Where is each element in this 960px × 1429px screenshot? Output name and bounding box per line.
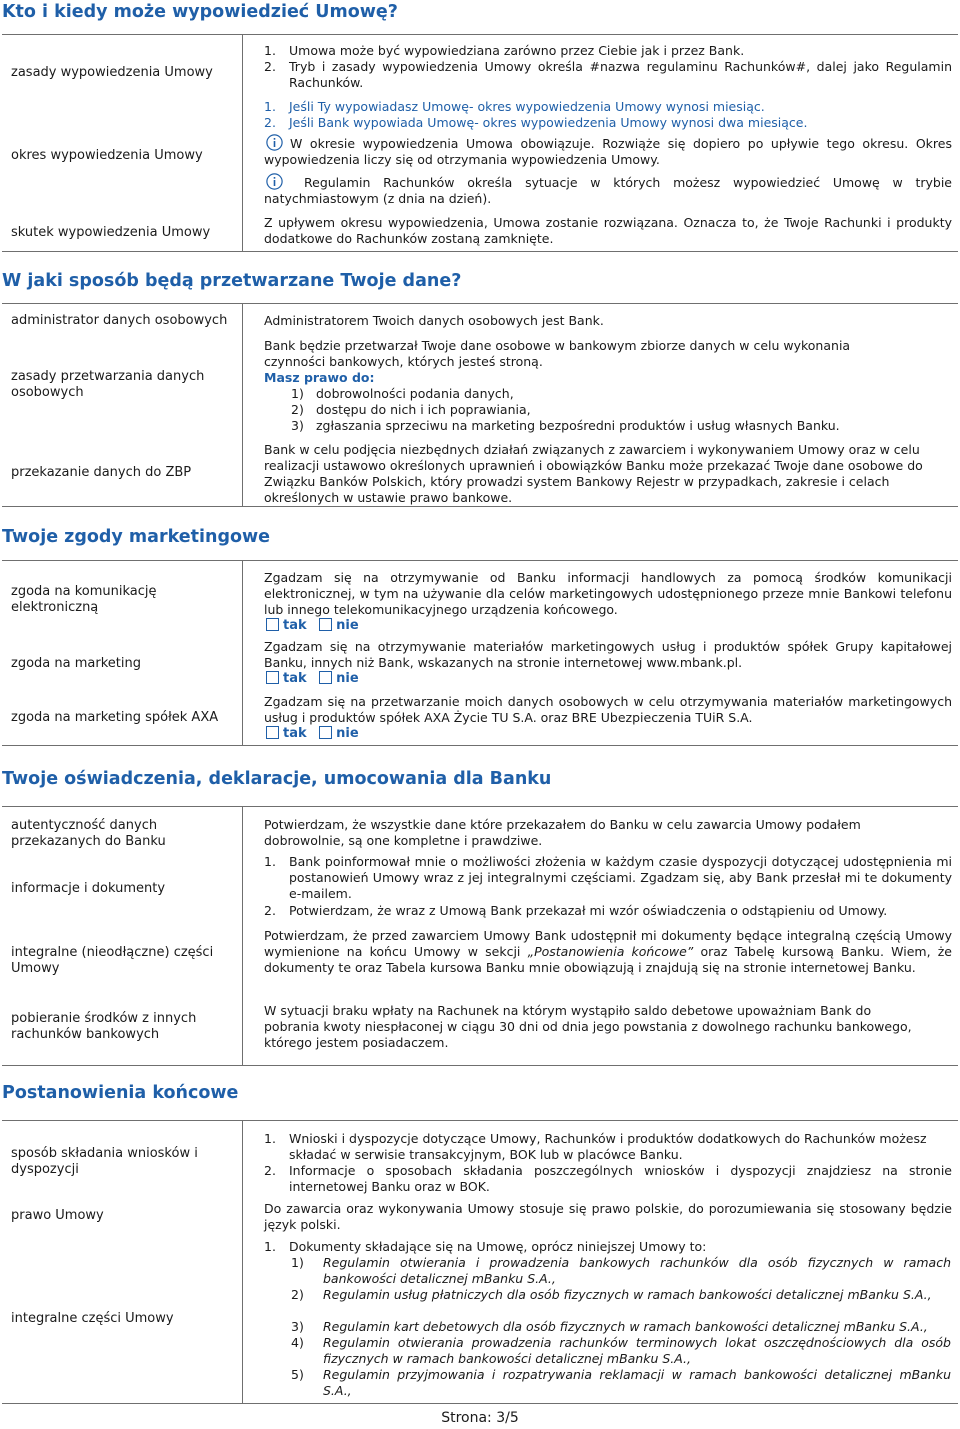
autentycznosc-text: Potwierdzam, że wszystkie dane które przekazałem do Banku w celu zawarcia Umowy podałem dobrowolnie, są one kompletne i prawdziwe. [264, 817, 861, 848]
checkbox-tak[interactable]: tak [266, 726, 307, 741]
label-integralne-czesci: integralne (nieodłączne) części Umowy [11, 945, 214, 976]
integralne-text: Potwierdzam, że przed zawarciem Umowy Bank udostępnił mi dokumenty będące integralną częścią Umowy wymienione na końcu Umowy w sekcji „Postanowienia końcowe” oraz Tabelę kursową Banku. Wiem, że dokumenty te oraz Tabela kursowa Banku mnie obowiązują i znajdują się na stronie internetowej Banku. [264, 928, 952, 975]
list-item: 2. Jeśli Bank wypowiada Umowę- okres wypowiedzenia Umowy wynosi dwa miesiące. [264, 115, 808, 130]
table-zgody [2, 560, 958, 746]
list-item: 2) dostępu do nich i ich poprawiania, [291, 402, 531, 417]
label-pobieranie-srodkow: pobieranie środków z innych rachunków bankowych [11, 1011, 197, 1042]
zgoda-2-text: Zgadzam się na otrzymywanie materiałów marketingowych usług i produktów spółek Grupy kapitałowej Banku, innych niż Bank, wskazanych na stronie internetowej www.mbank.pl. [264, 639, 952, 670]
list-item: 2. Potwierdzam, że wraz z Umową Bank przekazał mi wzór oświadczenia o odstąpieniu od Umowy. [264, 903, 888, 918]
label-skutek-wypowiedzenia: skutek wypowiedzenia Umowy [11, 225, 211, 240]
label-sposob-skladania: sposób składania wniosków i dyspozycji [11, 1146, 198, 1177]
checkbox-icon[interactable] [266, 618, 279, 631]
checkbox-icon[interactable] [266, 671, 279, 684]
pobieranie-text: W sytuacji braku wpłaty na Rachunek na którym wystąpiło saldo debetowe upoważniam Bank do pobrania kwoty niespłaconej w ciągu 30 dni od dnia jego powstania z dowolnego rachunku bankowego, którego jestem posiadaczem. [264, 1003, 912, 1050]
list-item: 2. Tryb i zasady wypowiedzenia Umowy określa #nazwa regulaminu Rachunków#, dalej jako Regulamin Rachunków. [264, 59, 952, 90]
checkbox-nie[interactable]: nie [319, 671, 359, 686]
table-oswiadczenia [2, 806, 958, 1066]
section-title-dane: W jaki sposób będą przetwarzane Twoje dane? [2, 271, 462, 291]
section-title-postanowienia: Postanowienia końcowe [2, 1083, 239, 1103]
checkbox-tak[interactable]: tak [266, 618, 307, 633]
zgoda-1-options [266, 618, 359, 633]
table-dane [2, 303, 958, 507]
checkbox-icon[interactable] [319, 618, 332, 631]
label-przekazanie-zbp: przekazanie danych do ZBP [11, 465, 192, 480]
checkbox-icon[interactable] [319, 726, 332, 739]
list-item: 2. Informacje o sposobach składania poszczególnych wniosków i dyspozycji znajdziesz na stronie internetowej Banku oraz w BOK. [264, 1163, 952, 1194]
checkbox-nie[interactable]: nie [319, 618, 359, 633]
label-zasady-wypowiedzenia: zasady wypowiedzenia Umowy [11, 65, 213, 80]
zgoda-2-options [266, 671, 359, 686]
list-item: 2) Regulamin usług płatniczych dla osób fizycznych w ramach bankowości detalicznej mBanku S.A., [291, 1287, 932, 1302]
list-item: 1. Jeśli Ty wypowiadasz Umowę- okres wypowiedzenia Umowy wynosi miesiąc. [264, 99, 765, 114]
zgoda-3-text: Zgadzam się na przetwarzanie moich danych osobowych w celu otrzymywania materiałów marketingowych usług i produktów spółek AXA Życie TU S.A. oraz BRE Ubezpieczenia TUiR S.A. [264, 694, 952, 725]
checkbox-icon[interactable] [319, 671, 332, 684]
list-item: 1. Dokumenty składające się na Umowę, oprócz niniejszej Umowy to: [264, 1239, 707, 1254]
page-number: Strona: 3/5 [441, 1410, 519, 1426]
label-okres-wypowiedzenia: okres wypowiedzenia Umowy [11, 148, 203, 163]
skutek-text: Z upływem okresu wypowiedzenia, Umowa zostanie rozwiązana. Oznacza to, że Twoje Rachunki i produkty dodatkowe do Rachunków zostaną zamknięte. [264, 215, 952, 246]
table-postanowienia [2, 1120, 958, 1404]
list-item: 1) Regulamin otwierania i prowadzenia bankowych rachunków dla osób fizycznych w ramach bankowości detalicznej mBanku S.A., [291, 1255, 951, 1286]
list-item: 3) zgłaszania sprzeciwu na marketing bezpośredni produktów i usług własnych Banku. [291, 418, 840, 433]
list-item: 1. Wnioski i dyspozycje dotyczące Umowy, Rachunków i produktów dodatkowych do Rachunków możesz składać w serwisie transakcyjnym, BOK lub w placówce Banku. [264, 1131, 927, 1162]
rights-heading: Masz prawo do: [264, 370, 375, 385]
section-title-zgody: Twoje zgody marketingowe [2, 527, 271, 547]
zasady-intro-text: Bank będzie przetwarzał Twoje dane osobowe w bankowym zbiorze danych w celu wykonania czynności bankowych, których jesteś stroną. [264, 338, 851, 369]
checkbox-tak[interactable]: tak [266, 671, 307, 686]
list-item: 1) dobrowolności podania danych, [291, 386, 514, 401]
prawo-text: Do zawarcia oraz wykonywania Umowy stosuje się prawo polskie, do porozumiewania się stosowany będzie język polski. [264, 1201, 952, 1232]
checkbox-icon[interactable] [266, 726, 279, 739]
zbp-text: Bank w celu podjęcia niezbędnych działań związanych z zawarciem i wykonywaniem Umowy oraz w celu realizacji ustawowo określonych uprawnień i obowiązków Banku może przekazać Twoje dane osobowe do Związku Banków Polskich, który prowadzi system Bankowy Rejestr w przypadkach, zakresie i celach określonych w ustawie prawo bankowe. [264, 442, 923, 505]
list-item: 4) Regulamin otwierania prowadzenia rachunków terminowych lokat oszczędnościowych dla osób fizycznych w ramach bankowości detalicznej mBanku S.A., [291, 1335, 951, 1366]
label-administrator: administrator danych osobowych [11, 313, 228, 328]
list-item: 1. Bank poinformował mnie o możliwości złożenia w każdym czasie dyspozycji dotyczącej udostępnienia mi postanowień Umowy wraz z jej integralnymi częściami. Zgadzam się, aby Bank przesłał mi te dokumenty e-mailem. [264, 854, 952, 901]
label-zgoda-axa: zgoda na marketing spółek AXA [11, 710, 219, 725]
label-autentycznosc: autentyczność danych przekazanych do Banku [11, 818, 166, 849]
info-okres-text: W okresie wypowiedzenia Umowa obowiązuje. Rozwiąże się dopiero po upływie tego okresu. Okres wypowiedzenia liczy się od otrzymania wypowiedzenia Umowy. [264, 136, 952, 167]
list-item: 3) Regulamin kart debetowych dla osób fizycznych w ramach bankowości detalicznej mBanku S.A., [291, 1319, 928, 1334]
zgoda-1-text: Zgadzam się na otrzymywanie od Banku informacji handlowych za pomocą środków komunikacji elektronicznej, w tym na używanie dla celów marketingowych udostępnionego przeze mnie Bankowi telefonu lub innego telekomunikacyjnego urządzenia końcowego. [264, 570, 952, 617]
section-title-oswiadczenia: Twoje oświadczenia, deklaracje, umocowania dla Banku [2, 769, 552, 789]
admin-text: Administratorem Twoich danych osobowych jest Bank. [264, 313, 604, 328]
label-informacje-dokumenty: informacje i dokumenty [11, 881, 166, 896]
list-item: 5) Regulamin przyjmowania i rozpatrywania reklamacji w ramach bankowości detalicznej mBanku S.A., [291, 1367, 951, 1398]
info-regulamin-text: Regulamin Rachunków określa sytuacje w których możesz wypowiedzieć Umowę w trybie natychmiastowym (z dnia na dzień). [264, 175, 952, 206]
section-title-wypowiedzenie: Kto i kiedy może wypowiedzieć Umowę? [2, 2, 398, 22]
label-prawo-umowy: prawo Umowy [11, 1208, 104, 1223]
label-zgoda-komunikacja: zgoda na komunikację elektroniczną [11, 584, 157, 615]
checkbox-nie[interactable]: nie [319, 726, 359, 741]
label-zasady-przetwarzania: zasady przetwarzania danych osobowych [11, 369, 205, 400]
zgoda-3-options [266, 726, 359, 741]
table-wypowiedzenie [2, 34, 958, 252]
label-zgoda-marketing: zgoda na marketing [11, 656, 141, 671]
list-item: 1. Umowa może być wypowiedziana zarówno przez Ciebie jak i przez Bank. [264, 43, 745, 58]
label-integralne-czesci-umowy: integralne części Umowy [11, 1311, 174, 1326]
